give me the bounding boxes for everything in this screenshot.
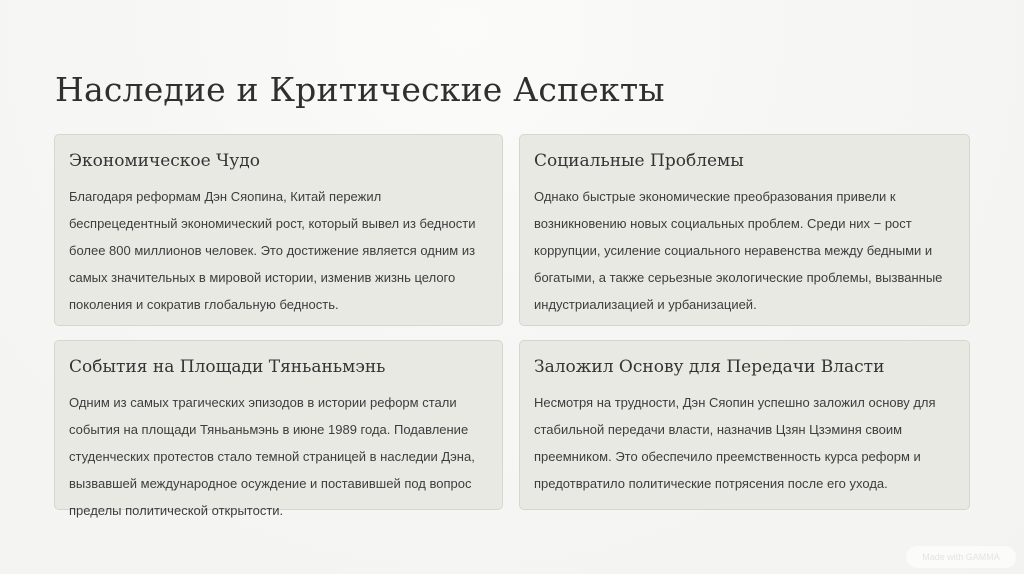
card-power-transfer <box>519 340 970 510</box>
card-text: Одним из самых трагических эпизодов в истории реформ стали события на площади Тяньаньмэнь в июне 1989 года. Подавление студенческих протестов стало темной страницей в наследии Дэна, вызвавшей международное осуждение и поставившей под вопрос пределы политической открытости. <box>69 395 475 518</box>
card-title: Социальные Проблемы <box>534 151 744 171</box>
made-with-badge[interactable]: Made with GAMMA <box>906 546 1016 568</box>
slide-title: Наследие и Критические Аспекты <box>55 70 665 109</box>
card-text: Несмотря на трудности, Дэн Сяопин успешно заложил основу для стабильной передачи власти, назначив Цзян Цзэминя своим преемником. Это обеспечило преемственность курса реформ и предотвратило политические потрясения после его ухода. <box>534 395 936 491</box>
card-text: Однако быстрые экономические преобразования привели к возникновению новых социальных проблем. Среди них − рост коррупции, усиление социального неравенства между бедными и богатыми, а также серьезные экологические проблемы, вызванные индустриализацией и урбанизацией. <box>534 189 943 312</box>
card-economic-miracle <box>54 134 503 326</box>
card-title: Экономическое Чудо <box>69 151 260 171</box>
card-title: Заложил Основу для Передачи Власти <box>534 357 885 377</box>
card-tiananmen-events <box>54 340 503 518</box>
card-title: События на Площади Тяньаньмэнь <box>69 357 386 377</box>
card-text: Благодаря реформам Дэн Сяопина, Китай пережил беспрецедентный экономический рост, который вывел из бедности более 800 миллионов человек. Это достижение является одним из самых значительных в мировой истории, изменив жизнь целого поколения и сократив глобальную бедность. <box>69 189 476 312</box>
card-social-problems <box>519 134 970 326</box>
